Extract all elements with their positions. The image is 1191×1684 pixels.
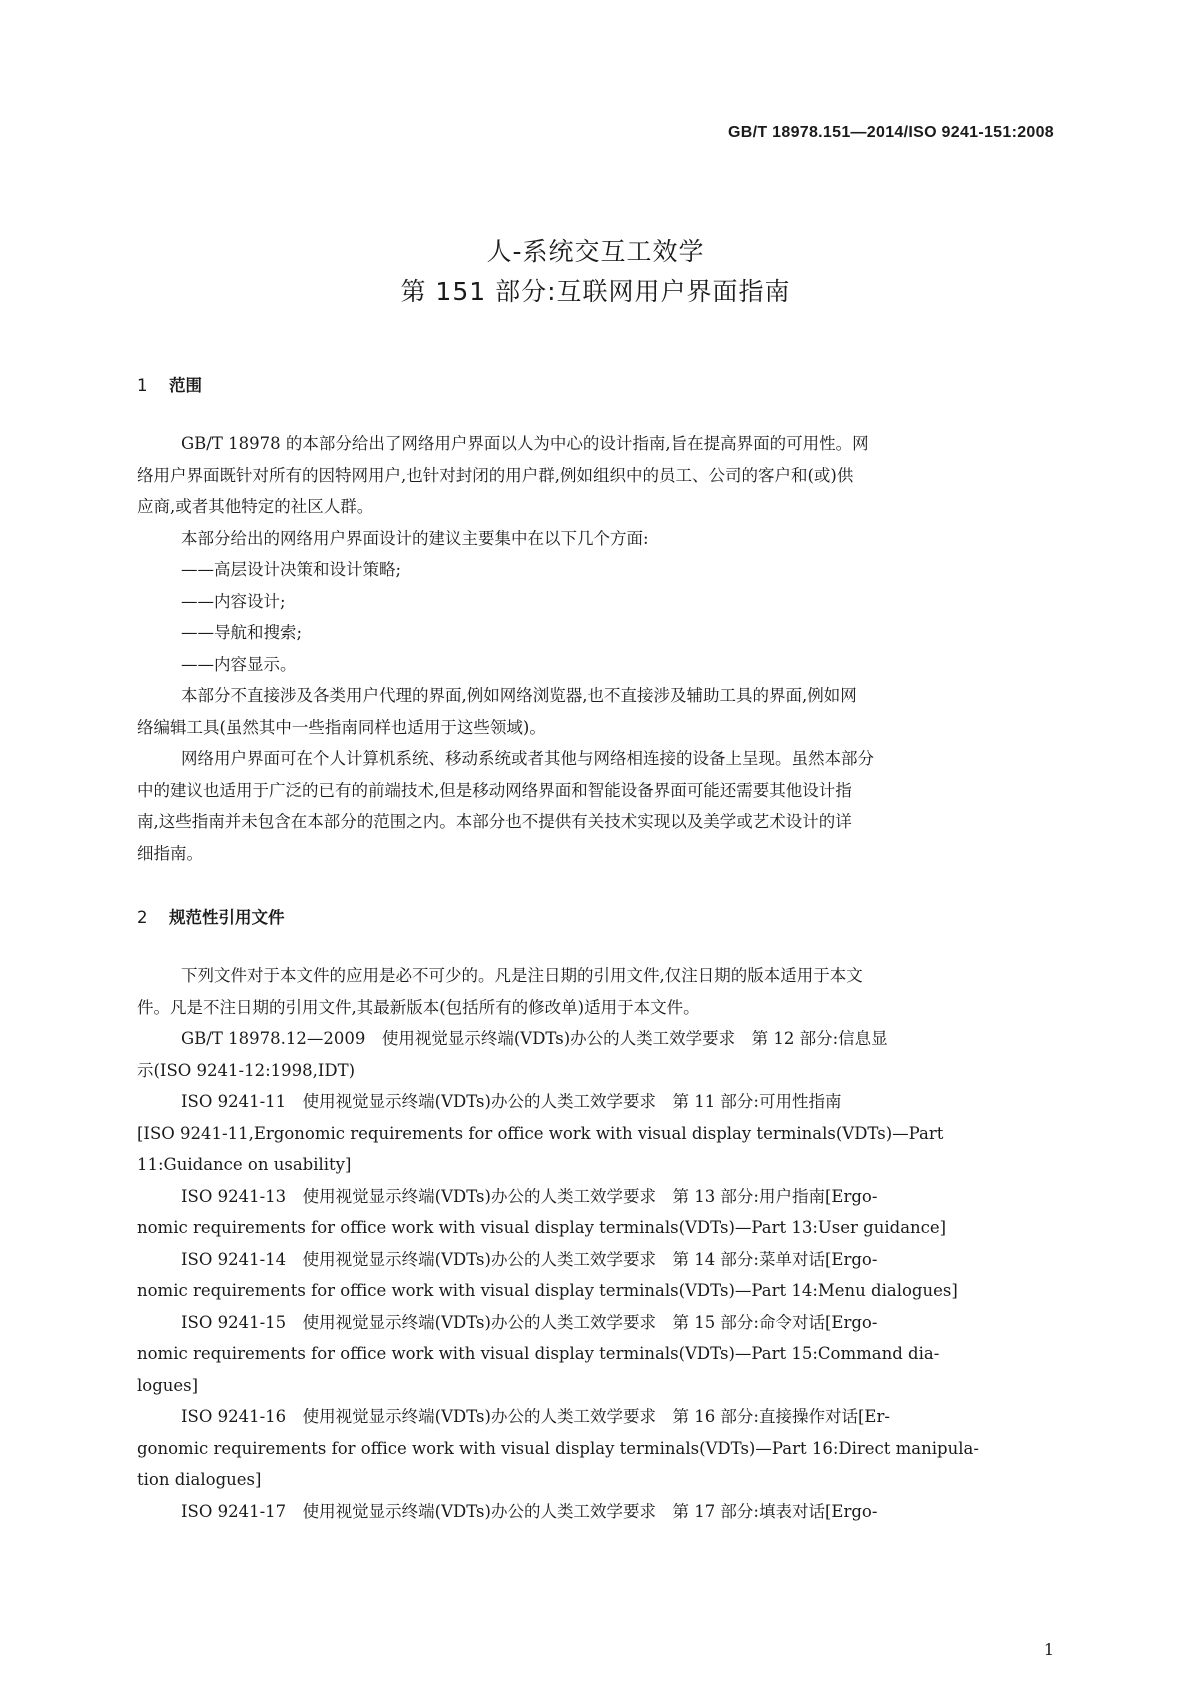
- text-line: 络用户界面既针对所有的因特网用户,也针对封闭的用户群,例如组织中的员工、公司的客户和(或)供: [137, 465, 854, 485]
- reference-line: ISO 9241-17 使用视觉显示终端(VDTs)办公的人类工效学要求 第 17 部分:填表对话[Ergo-: [181, 1501, 878, 1521]
- reference-line: 示(ISO 9241-12:1998,IDT): [137, 1060, 356, 1080]
- text-line: GB/T 18978 的本部分给出了网络用户界面以人为中心的设计指南,旨在提高界面的可用性。网: [181, 434, 869, 453]
- reference-line: ISO 9241-16 使用视觉显示终端(VDTs)办公的人类工效学要求 第 16 部分:直接操作对话[Er-: [181, 1407, 890, 1426]
- reference-line: ISO 9241-15 使用视觉显示终端(VDTs)办公的人类工效学要求 第 15 部分:命令对话[Ergo-: [181, 1312, 878, 1332]
- reference-line: gonomic requirements for office work with visual display terminals(VDTs)—Part 16:Direct manipula-: [137, 1438, 979, 1458]
- text-line: 本部分不直接涉及各类用户代理的界面,例如网络浏览器,也不直接涉及辅助工具的界面,例如网: [181, 686, 857, 705]
- section-2-heading: [137, 904, 285, 928]
- reference-line: tion dialogues]: [137, 1470, 262, 1489]
- text-line: 下列文件对于本文件的应用是必不可少的。凡是注日期的引用文件,仅注日期的版本适用于本文: [181, 966, 863, 985]
- section-number: 1: [137, 376, 148, 395]
- section-1-heading: [137, 372, 202, 396]
- reference-line: logues]: [137, 1375, 199, 1395]
- reference-line: 11:Guidance on usability]: [137, 1155, 352, 1174]
- text-line: 细指南。: [137, 843, 203, 863]
- section-title: 规范性引用文件: [169, 908, 285, 927]
- text-line: 件。凡是不注日期的引用文件,其最新版本(包括所有的修改单)适用于本文件。: [137, 997, 700, 1017]
- section-2-body: [137, 960, 1059, 1527]
- reference-line: nomic requirements for office work with visual display terminals(VDTs)—Part 13:User guidance]: [137, 1218, 947, 1237]
- page-number: 1: [1043, 1640, 1054, 1659]
- reference-line: [ISO 9241-11,Ergonomic requirements for office work with visual display terminals(VDTs)—Part: [137, 1123, 944, 1143]
- reference-line: nomic requirements for office work with visual display terminals(VDTs)—Part 14:Menu dialogues]: [137, 1281, 958, 1300]
- text-line: 络编辑工具(虽然其中一些指南同样也适用于这些领域)。: [137, 717, 546, 737]
- document-title-line2: 第 151 部分:互联网用户界面指南: [400, 277, 791, 306]
- text-line: 本部分给出的网络用户界面设计的建议主要集中在以下几个方面:: [181, 528, 649, 548]
- text-line: 应商,或者其他特定的社区人群。: [137, 497, 374, 516]
- list-item: ——导航和搜索;: [181, 623, 303, 642]
- section-number: 2: [137, 908, 148, 927]
- reference-line: ISO 9241-11 使用视觉显示终端(VDTs)办公的人类工效学要求 第 11 部分:可用性指南: [181, 1092, 842, 1111]
- list-item: ——内容设计;: [181, 591, 286, 611]
- reference-line: ISO 9241-14 使用视觉显示终端(VDTs)办公的人类工效学要求 第 14 部分:菜单对话[Ergo-: [181, 1249, 878, 1269]
- document-title-line1: 人-系统交互工效学: [486, 237, 705, 266]
- standard-number: GB/T 18978.151—2014/ISO 9241-151:2008: [728, 124, 1054, 141]
- reference-line: GB/T 18978.12—2009 使用视觉显示终端(VDTs)办公的人类工效学要求 第 12 部分:信息显: [181, 1029, 888, 1048]
- text-line: 网络用户界面可在个人计算机系统、移动系统或者其他与网络相连接的设备上呈现。虽然本部分: [181, 749, 874, 768]
- list-item: ——高层设计决策和设计策略;: [181, 560, 402, 579]
- section-1-body: [137, 428, 1059, 869]
- reference-line: nomic requirements for office work with visual display terminals(VDTs)—Part 15:Command dia-: [137, 1344, 940, 1363]
- text-line: 中的建议也适用于广泛的已有的前端技术,但是移动网络界面和智能设备界面可能还需要其他设计指: [137, 780, 852, 800]
- text-line: 南,这些指南并未包含在本部分的范围之内。本部分也不提供有关技术实现以及美学或艺术设计的详: [137, 812, 852, 831]
- reference-line: ISO 9241-13 使用视觉显示终端(VDTs)办公的人类工效学要求 第 13 部分:用户指南[Ergo-: [181, 1186, 878, 1206]
- list-item: ——内容显示。: [181, 654, 297, 674]
- section-title: 范围: [169, 376, 202, 395]
